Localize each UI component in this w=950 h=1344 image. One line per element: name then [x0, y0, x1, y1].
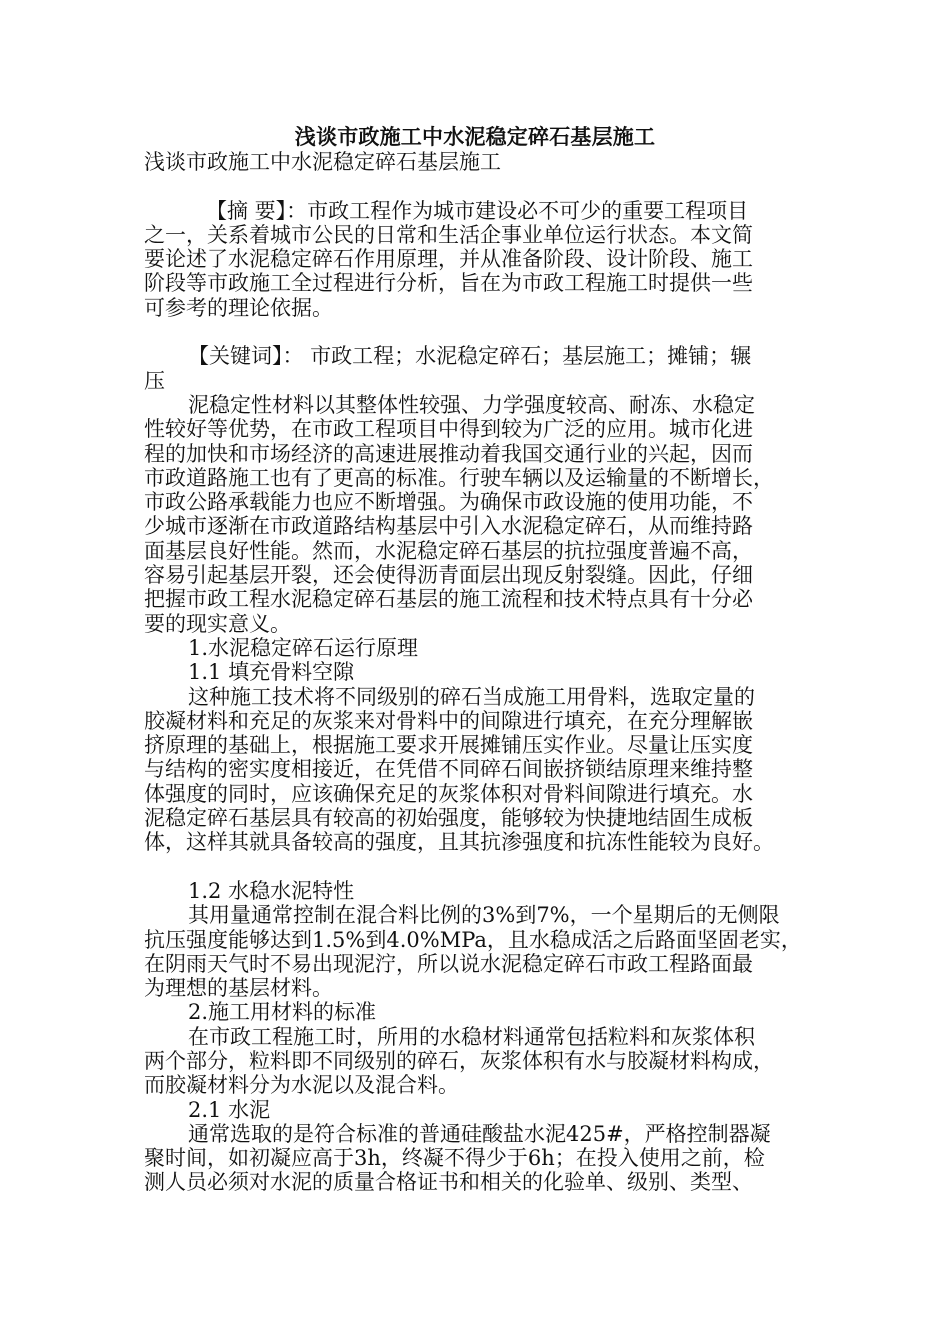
intro-line: 性较好等优势，在市政工程项目中得到较为广泛的应用。城市化进: [144, 417, 753, 442]
document-body: [144, 150, 804, 1195]
section-heading-1-1: 1.1 填充骨料空隙: [188, 660, 355, 685]
section-1-2-paragraph: [144, 903, 804, 1000]
abstract-line: 【摘 要】：市政工程作为城市建设必不可少的重要工程项目: [206, 198, 749, 223]
intro-paragraph: [144, 393, 804, 636]
paragraph-line: 体强度的同时，应该确保充足的灰浆体积对骨料间隙进行填充。水: [144, 781, 753, 806]
document-subtitle: 浅谈市政施工中水泥稳定碎石基层施工: [144, 150, 501, 174]
intro-line: 泥稳定性材料以其整体性较强、力学强度较高、耐冻、水稳定: [188, 392, 755, 417]
paragraph-line: 为理想的基层材料。: [144, 976, 333, 1001]
keywords-paragraph: [144, 344, 804, 393]
paragraph-line: 测人员必须对水泥的质量合格证书和相关的化验单、级别、类型、: [144, 1170, 753, 1195]
section-heading-1: 1.水泥稳定碎石运行原理: [188, 635, 419, 660]
abstract-paragraph: [144, 199, 804, 320]
paragraph-line: 其用量通常控制在混合料比例的3%到7%，一个星期后的无侧限: [188, 903, 780, 928]
section-heading-1-2: 1.2 水稳水泥特性: [188, 878, 355, 903]
paragraph-line: 在市政工程施工时，所用的水稳材料通常包括粒料和灰浆体积: [188, 1024, 755, 1049]
document-title: 浅谈市政施工中水泥稳定碎石基层施工: [294, 124, 656, 149]
paragraph-line: 这种施工技术将不同级别的碎石当成施工用骨料，选取定量的: [188, 684, 755, 709]
abstract-line: 可参考的理论依据。: [144, 295, 333, 320]
blank-line: [144, 855, 804, 879]
paragraph-line: 在阴雨天气时不易出现泥泞，所以说水泥稳定碎石市政工程路面最: [144, 951, 753, 976]
paragraph-line: 两个部分，粒料即不同级别的碎石，灰浆体积有水与胶凝材料构成，: [144, 1048, 774, 1073]
intro-line: 面基层良好性能。然而，水泥稳定碎石基层的抗拉强度普遍不高，: [144, 538, 753, 563]
abstract-line: 之一，关系着城市公民的日常和生活企事业单位运行状态。本文简: [144, 222, 753, 247]
paragraph-line: 通常选取的是符合标准的普通硅酸盐水泥425#，严格控制器凝: [188, 1121, 771, 1146]
abstract-line: 阶段等市政施工全过程进行分析，旨在为市政工程施工时提供一些: [144, 271, 753, 296]
keywords-line: 【关键词】： 市政工程；水泥稳定碎石；基层施工；摊铺；辗: [188, 344, 752, 369]
blank-line: [144, 174, 804, 198]
intro-line: 容易引起基层开裂，还会使得沥青面层出现反射裂缝。因此，仔细: [144, 563, 753, 588]
intro-line: 少城市逐渐在市政道路结构基层中引入水泥稳定碎石，从而维持路: [144, 514, 753, 539]
keywords-line: 压: [144, 368, 165, 393]
section-1-1-paragraph: [144, 685, 804, 855]
intro-line: 市政公路承载能力也应不断增强。为确保市政设施的使用功能，不: [144, 490, 753, 515]
section-2-paragraph: [144, 1025, 804, 1098]
paragraph-line: 体，这样其就具备较高的强度，且其抗渗强度和抗冻性能较为良好。: [144, 830, 774, 855]
paragraph-line: 而胶凝材料分为水泥以及混合料。: [144, 1073, 459, 1098]
intro-line: 把握市政工程水泥稳定碎石基层的施工流程和技术特点具有十分必: [144, 587, 753, 612]
section-2-1-paragraph: [144, 1122, 804, 1195]
intro-line: 市政道路施工也有了更高的标准。行驶车辆以及运输量的不断增长，: [144, 465, 774, 490]
paragraph-line: 胶凝材料和充足的灰浆来对骨料中的间隙进行填充，在充分理解嵌: [144, 708, 753, 733]
intro-line: 程的加快和市场经济的高速进展推动着我国交通行业的兴起，因而: [144, 441, 753, 466]
paragraph-line: 抗压强度能够达到1.5%到4.0%MPa，且水稳成活之后路面坚固老实，: [144, 927, 802, 952]
paragraph-line: 泥稳定碎石基层具有较高的初始强度，能够较为快捷地结固生成板: [144, 806, 753, 831]
section-heading-2: 2.施工用材料的标准: [188, 1000, 377, 1025]
intro-line: 要的现实意义。: [144, 611, 291, 636]
paragraph-line: 与结构的密实度相接近，在凭借不同碎石间嵌挤锁结原理来维持整: [144, 757, 753, 782]
section-heading-2-1: 2.1 水泥: [188, 1097, 271, 1122]
paragraph-line: 聚时间，如初凝应高于3h，终凝不得少于6h；在投入使用之前，检: [144, 1146, 765, 1171]
paragraph-line: 挤原理的基础上，根据施工要求开展摊铺压实作业。尽量让压实度: [144, 733, 753, 758]
blank-line: [144, 320, 804, 344]
abstract-line: 要论述了水泥稳定碎石作用原理，并从准备阶段、设计阶段、施工: [144, 247, 753, 272]
